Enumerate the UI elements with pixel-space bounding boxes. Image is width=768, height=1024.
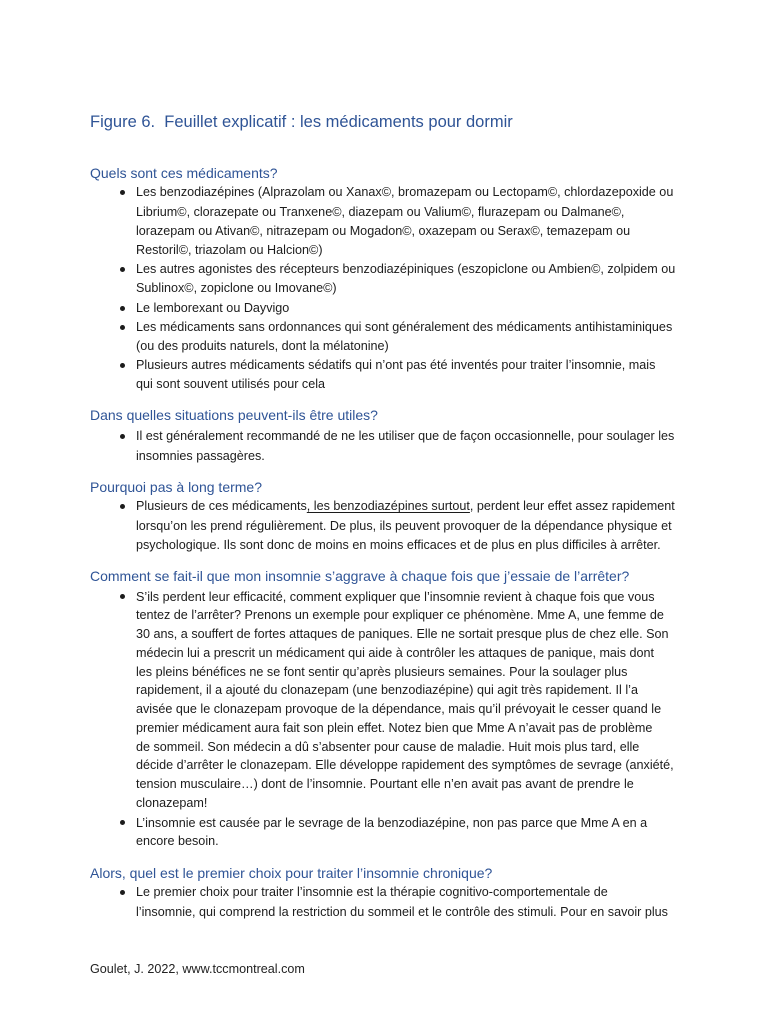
- list-item: [136, 299, 675, 318]
- list-item: [136, 356, 675, 394]
- bullet-icon: [120, 306, 125, 311]
- bullet-icon: [120, 325, 125, 330]
- list-item-text-start: Plusieurs de ces médicaments: [136, 499, 307, 514]
- list-item-text: Plusieurs autres médicaments sédatifs qui n’ont pas été inventés pour traiter l’insomnie, mais qui sont souvent utilisés pour cela: [136, 358, 656, 392]
- list-item-text: S’ils perdent leur efficacité, comment expliquer que l’insomnie revient à chaque fois que vous tentez de l’arrêter? Prenons un exemple pour expliquer ce phénomène. Mme A, une femme de 30 ans, a souffert de fortes attaques de paniques. Elle ne sortait presque plus de chez elle. Son médecin lui a prescrit un médicament qui aide à contrôler les attaques de panique, mais dont les pleins bénéfices ne se font sentir qu’après plusieurs semaines. Pour la soulager plus rapidement, il a ajouté du clonazepam (une benzodiazépine) qui agit très rapidement. Il l’a avisée que le clonazepam provoque de la dépendance, mais qu’il prévoyait le cesser quand le premier médicament aura fait son plein effet. Notez bien que Mme A n’avait pas de problème de sommeil. Son médecin a dû s’absenter pour cause de maladie. Huit mois plus tard, elle décide d’arrêter le clonazepam. Elle développe rapidement des symptômes de sevrage (anxiété, tension musculaire…) dont de l’insomnie. Pourtant elle n’en avait pas avant de prendre le clonazepam!: [136, 589, 674, 810]
- list-item-text: Il est généralement recommandé de ne les utiliser que de façon occasionnelle, pour soulager les insomnies passagères.: [136, 429, 675, 463]
- bullet-icon: [120, 890, 125, 895]
- medications-list: [136, 183, 675, 394]
- useful-situations-list: [136, 427, 674, 465]
- list-item: [136, 260, 675, 298]
- list-item-text: Le lemborexant ou Dayvigo: [136, 300, 290, 315]
- section-heading-medications: Quels sont ces médicaments?: [90, 165, 278, 181]
- section-heading-useful-situations: Dans quelles situations peuvent-ils être utiles?: [90, 407, 378, 423]
- list-item: [136, 427, 674, 465]
- long-term-list: [136, 497, 675, 555]
- page-title: Figure 6. Feuillet explicatif : les médicaments pour dormir: [90, 113, 513, 131]
- insomnia-worsens-list: [136, 588, 674, 852]
- bullet-icon: [120, 820, 125, 825]
- section-heading-first-choice: Alors, quel est le premier choix pour traiter l’insomnie chronique?: [90, 865, 493, 881]
- bullet-icon: [120, 434, 125, 439]
- bullet-icon: [120, 594, 125, 599]
- list-item-text: Les autres agonistes des récepteurs benzodiazépiniques (eszopiclone ou Ambien©, zolpidem ou Sublinox©, zopiclone ou Imovane©): [136, 262, 676, 296]
- list-item-text-end: , perdent leur effet assez rapidement lorsqu’on les prend régulièrement. De plus, ils peuvent provoquer de la dépendance physique et psychologique. Ils sont donc de moins en moins efficaces et de plus en plus difficiles à arrêter.: [136, 499, 675, 552]
- list-item: [136, 814, 674, 852]
- underlined-emphasis: , les benzodiazépines surtout: [306, 499, 470, 514]
- bullet-icon: [120, 363, 125, 368]
- list-item-text: L’insomnie est causée par le sevrage de la benzodiazépine, non pas parce que Mme A en a encore besoin.: [136, 815, 648, 849]
- first-choice-list: [136, 883, 668, 921]
- bullet-icon: [120, 504, 125, 509]
- list-item-text: Les benzodiazépines (Alprazolam ou Xanax©, bromazepam ou Lectopam©, chlordazepoxide ou Librium©, clorazepate ou Tranxene©, diazepam ou Valium©, flurazepam ou Dalmane©, lorazepam ou Ativan©, nitrazepam ou Mogadon©, oxazepam ou Serax©, temazepam ou Restoril©, triazolam ou Halcion©): [136, 185, 674, 257]
- list-item: [136, 497, 675, 555]
- list-item: [136, 883, 668, 921]
- list-item: [136, 183, 675, 260]
- list-item-text: Le premier choix pour traiter l’insomnie est la thérapie cognitivo-comportementale de l’insomnie, qui comprend la restriction du sommeil et le contrôle des stimuli. Pour en savoir plus: [136, 885, 668, 919]
- bullet-icon: [120, 267, 125, 272]
- list-item: [136, 318, 675, 356]
- section-heading-insomnia-worsens: Comment se fait-il que mon insomnie s’aggrave à chaque fois que j’essaie de l’arrêter?: [90, 568, 630, 584]
- page-footer: Goulet, J. 2022, www.tccmontreal.com: [90, 962, 305, 976]
- section-heading-long-term: Pourquoi pas à long terme?: [90, 479, 262, 495]
- list-item: [136, 588, 674, 813]
- list-item-text: Les médicaments sans ordonnances qui sont généralement des médicaments antihistaminiques (ou des produits naturels, dont la mélatonine): [136, 319, 673, 354]
- bullet-icon: [120, 190, 125, 195]
